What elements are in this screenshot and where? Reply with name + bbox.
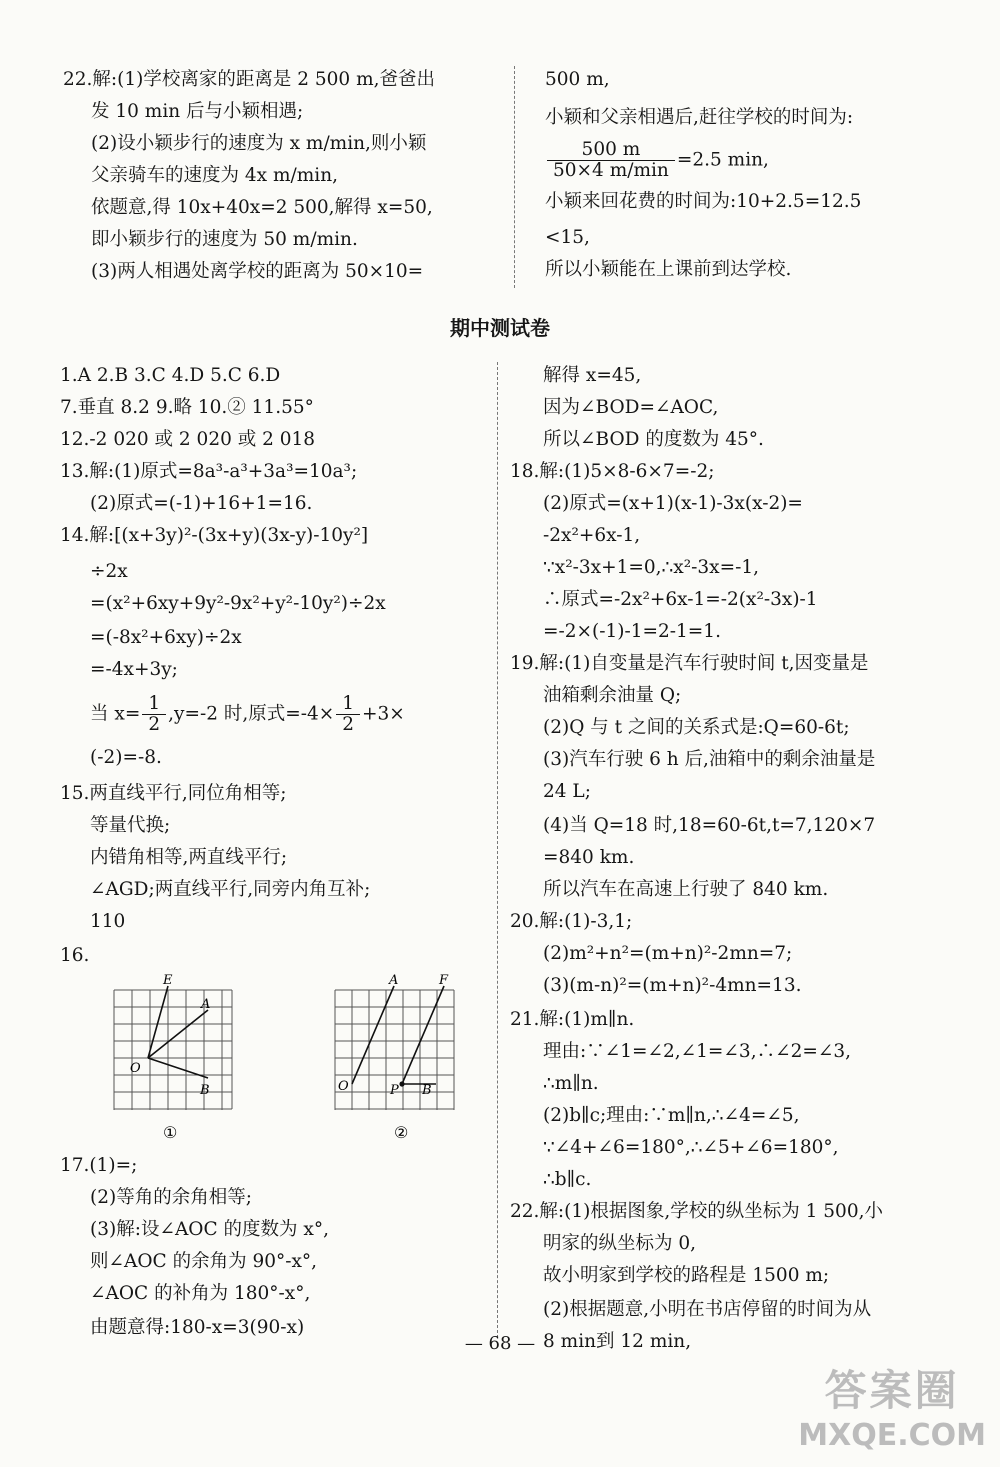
- answer-line: -2x²+6x-1,: [543, 525, 641, 546]
- answer-line: (3)汽车行驶 6 h 后,油箱中的剩余油量是: [543, 749, 876, 770]
- half-fraction: [336, 694, 360, 735]
- answer-line: 等量代换;: [90, 815, 171, 836]
- answer-line: (4)当 Q=18 时,18=60-6t,t=7,120×7: [543, 815, 876, 836]
- fraction-denominator: 2: [342, 714, 355, 735]
- answer-line: (2)原式=(x+1)(x-1)-3x(x-2)=: [543, 493, 803, 514]
- answer-line: (2)原式=(-1)+16+1=16.: [90, 493, 313, 514]
- text-line: (3)两人相遇处离学校的距离为 50×10=: [91, 261, 424, 282]
- answer-line: =(-8x²+6xy)÷2x: [90, 627, 242, 648]
- text-line: (2)设小颖步行的速度为 x m/min,则小颖: [91, 133, 427, 154]
- answer-line: ∵∠4+∠6=180°,∴∠5+∠6=180°,: [543, 1137, 839, 1158]
- answer-line: (3)(m-n)²=(m+n)²-4mn=13.: [543, 975, 802, 996]
- fraction-result: =2.5 min,: [676, 149, 769, 171]
- q14-sub-mid: ,y=-2 时,原式=-4×: [168, 703, 335, 725]
- text-line: 小颖和父亲相遇后,赶往学校的时间为:: [545, 107, 854, 128]
- answer-line: 由题意得:180-x=3(90-x): [90, 1317, 305, 1338]
- answer-line: 15.两直线平行,同位角相等;: [60, 783, 287, 804]
- answer-line: (2)b∥c;理由:∵m∥n,∴∠4=∠5,: [543, 1105, 800, 1126]
- figure-1-grid: [80, 960, 250, 1150]
- answer-line: 22.解:(1)根据图象,学校的纵坐标为 1 500,小: [510, 1201, 883, 1222]
- text-line: 小颖来回花费的时间为:10+2.5=12.5: [545, 191, 862, 212]
- answer-line: 24 L;: [543, 781, 591, 802]
- watermark-line1: 答案圈: [824, 1366, 960, 1415]
- label-f: F: [439, 973, 449, 988]
- answer-line: =840 km.: [543, 847, 635, 868]
- answer-line: 17.(1)=;: [60, 1155, 138, 1176]
- label-b: B: [422, 1083, 432, 1098]
- answer-line: 内错角相等,两直线平行;: [90, 847, 288, 868]
- label-e: E: [163, 973, 173, 988]
- label-o: O: [130, 1061, 141, 1076]
- answer-line: (2)Q 与 t 之间的关系式是:Q=60-6t;: [543, 717, 850, 738]
- figure-2-grid: [318, 960, 488, 1150]
- answer-line: (2)m²+n²=(m+n)²-2mn=7;: [543, 943, 793, 964]
- answer-line: 21.解:(1)m∥n.: [510, 1009, 635, 1030]
- column-divider-top: [514, 66, 515, 288]
- answer-line: ∵x²-3x+1=0,∴x²-3x=-1,: [543, 557, 759, 578]
- answer-line: 所以汽车在高速上行驶了 840 km.: [543, 879, 829, 900]
- answer-line: =-4x+3y;: [90, 659, 178, 680]
- answer-line: 理由:∵∠1=∠2,∠1=∠3,∴∠2=∠3,: [543, 1041, 852, 1062]
- label-a: A: [201, 997, 211, 1012]
- answer-line: 明家的纵坐标为 0,: [543, 1233, 697, 1254]
- answer-line: 14.解:[(x+3y)²-(3x+y)(3x-y)-10y²]: [60, 525, 369, 546]
- section-title: 期中测试卷: [450, 316, 550, 340]
- answer-line: ∴b∥c.: [543, 1169, 592, 1190]
- answer-line: (2)等角的余角相等;: [90, 1187, 252, 1208]
- answer-line: ∠AGD;两直线平行,同旁内角互补;: [90, 879, 371, 900]
- answer-line: 解得 x=45,: [543, 365, 642, 386]
- fraction-numerator: 1: [336, 694, 360, 715]
- answer-line-fraction: [90, 694, 405, 738]
- answer-line: 所以∠BOD 的度数为 45°.: [543, 429, 764, 450]
- figure-2-caption: ②: [394, 1123, 409, 1142]
- text-line: 依题意,得 10x+40x=2 500,解得 x=50,: [91, 197, 433, 218]
- text-line: 所以小颖能在上课前到达学校.: [545, 259, 792, 280]
- fraction-denominator: 50×4 m/min: [553, 160, 669, 181]
- column-divider-main: [497, 362, 498, 1338]
- answer-line: 16.: [60, 945, 90, 966]
- answer-line: 1.A 2.B 3.C 4.D 5.C 6.D: [60, 365, 281, 386]
- text-line: 发 10 min 后与小颖相遇;: [91, 101, 304, 122]
- answer-line: 故小明家到学校的路程是 1500 m;: [543, 1265, 830, 1286]
- answer-line: 19.解:(1)自变量是汽车行驶时间 t,因变量是: [510, 653, 869, 674]
- text-line: 22.解:(1)学校离家的距离是 2 500 m,爸爸出: [63, 69, 436, 90]
- answer-line: (2)根据题意,小明在书店停留的时间为从: [543, 1299, 872, 1320]
- answer-line: ÷2x: [90, 561, 128, 582]
- q14-sub-prefix: 当 x=: [90, 703, 141, 725]
- fraction-denominator: 2: [148, 714, 161, 735]
- answer-line: 油箱剩余油量 Q;: [543, 685, 682, 706]
- half-fraction: [142, 694, 166, 735]
- answer-line: 110: [90, 911, 126, 932]
- watermark-logo: [798, 1358, 986, 1453]
- page-number-value: 68: [488, 1333, 512, 1354]
- answer-line: ∴m∥n.: [543, 1073, 599, 1094]
- answer-line: 18.解:(1)5×8-6×7=-2;: [510, 461, 715, 482]
- answer-line: 20.解:(1)-3,1;: [510, 911, 633, 932]
- page-number: — 68 —: [464, 1333, 536, 1354]
- label-o: O: [338, 1079, 349, 1094]
- answer-line: =-2×(-1)-1=2-1=1.: [543, 621, 721, 642]
- text-line: 父亲骑车的速度为 4x m/min,: [91, 165, 338, 186]
- label-p: P: [390, 1083, 399, 1098]
- answer-line: 则∠AOC 的余角为 90°-x°,: [90, 1251, 318, 1272]
- figure-1-caption: ①: [163, 1123, 178, 1142]
- text-line: 即小颖步行的速度为 50 m/min.: [91, 229, 358, 250]
- answer-line: 13.解:(1)原式=8a³-a³+3a³=10a³;: [60, 461, 358, 482]
- fraction-line: [545, 140, 769, 180]
- text-line: <15,: [545, 227, 590, 248]
- answer-line: (3)解:设∠AOC 的度数为 x°,: [90, 1219, 329, 1240]
- answer-line: 12.-2 020 或 2 020 或 2 018: [60, 429, 316, 450]
- answer-line: ∠AOC 的补角为 180°-x°,: [90, 1283, 311, 1304]
- answer-line: (-2)=-8.: [90, 747, 162, 768]
- point-p-dot: [399, 1081, 404, 1086]
- answer-line: 7.垂直 8.2 9.略 10.② 11.55°: [60, 397, 314, 418]
- answer-line: 因为∠BOD=∠AOC,: [543, 397, 719, 418]
- answer-line: 8 min到 12 min,: [543, 1331, 692, 1352]
- label-a: A: [389, 973, 399, 988]
- answer-line: =(x²+6xy+9y²-9x²+y²-10y²)÷2x: [90, 593, 386, 614]
- text-line: 500 m,: [545, 69, 610, 90]
- label-b: B: [200, 1083, 210, 1098]
- fraction-numerator: 500 m: [547, 140, 675, 161]
- answer-line: ∴原式=-2x²+6x-1=-2(x²-3x)-1: [543, 589, 818, 610]
- time-fraction: [547, 140, 675, 181]
- watermark-line2: MXQE.COM: [798, 1418, 986, 1453]
- q14-sub-suffix: +3×: [362, 703, 405, 725]
- fraction-numerator: 1: [142, 694, 166, 715]
